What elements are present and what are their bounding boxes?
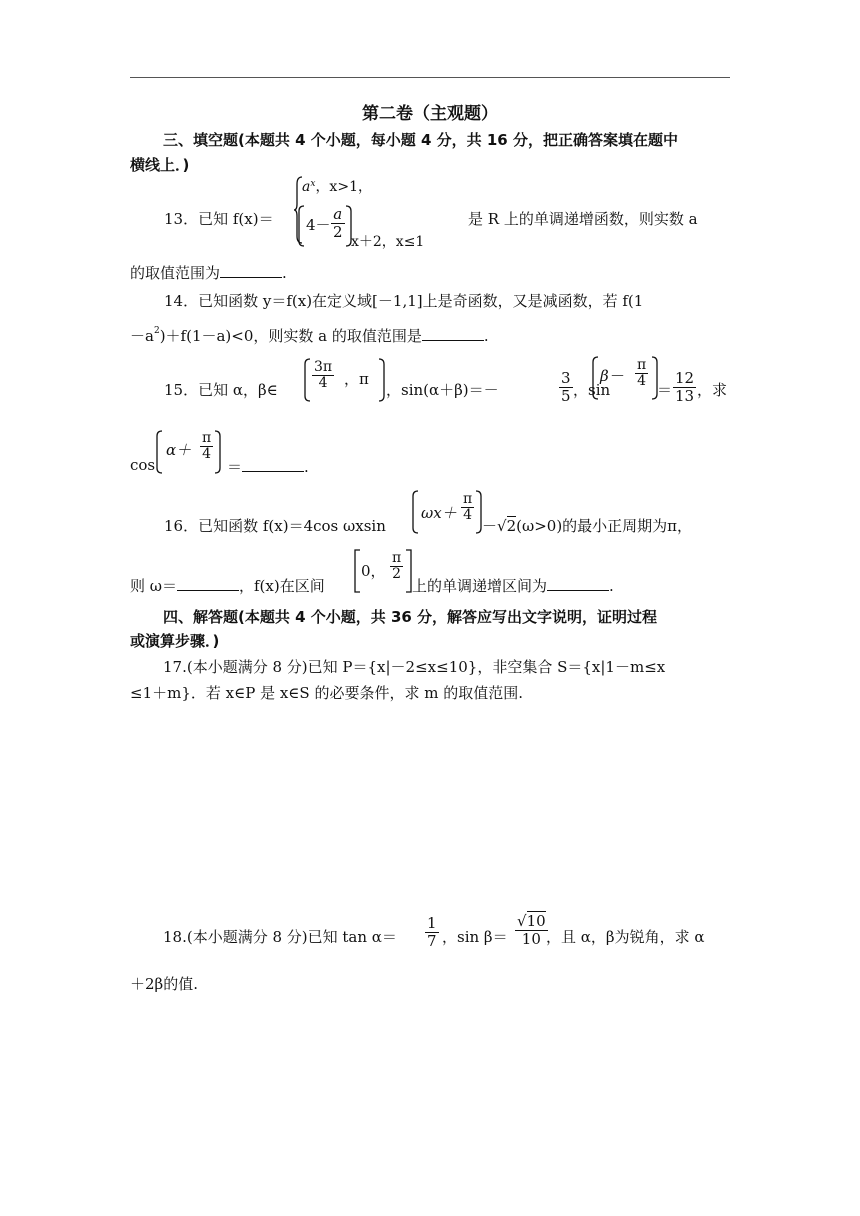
section4-heading-line1: 四、解答题(本题共 4 个小题，共 36 分，解答应写出文字说明，证明过程 — [163, 608, 658, 626]
sqrt-icon: √ — [497, 517, 507, 535]
q17-line1: 17.(本小题满分 8 分)已知 P＝{x|－2≤x≤10}，非空集合 S＝{x|1－m≤x — [163, 658, 666, 676]
q18-mid: ，sin β＝ — [442, 928, 508, 946]
q18-frac1: $\frac{1}{7}$ — [427, 914, 437, 950]
answer-blank[interactable] — [547, 577, 609, 591]
sqrt-icon: √ — [517, 912, 527, 930]
q15-line2-tail: ＝ . — [227, 458, 309, 476]
q16-line2-a: 则 ω＝ ，f(x)在区间 — [130, 577, 325, 595]
answer-blank[interactable] — [220, 264, 282, 278]
q16-frac: $\frac{\pi}{4}$ — [463, 491, 473, 524]
q16-inner: ωx＋ — [421, 504, 457, 522]
q15-cos: cos — [130, 456, 156, 474]
q18-frac2: $\frac{√10}{10}$ — [517, 912, 546, 948]
answer-blank[interactable] — [422, 327, 484, 341]
q16-int-frac: $\frac{\pi}{2}$ — [392, 550, 402, 583]
q13-after: 是 R 上的单调递增函数，则实数 a — [468, 210, 698, 228]
q15-end: ，求 — [697, 381, 728, 399]
q14-line1: 14．已知函数 y＝f(x)在定义域[－1,1]上是奇函数，又是减函数，若 f(1 — [164, 292, 644, 310]
page-title: 第二卷（主观题） — [362, 104, 498, 124]
section3-heading-line2: 横线上．) — [130, 156, 190, 174]
q13-lead: 13．已知 f(x)＝ — [164, 210, 274, 228]
q13-case2-tail: x＋2，x≤1 — [351, 234, 425, 250]
q15-frac1: $\frac{3}{5}$ — [561, 369, 571, 405]
q18-line2: ＋2β的值. — [130, 975, 198, 993]
q14-line2: $-a^2)+f(1-a)<0$，则实数 a 的取值范围是 . — [130, 326, 489, 345]
section4-heading-line2: 或演算步骤．) — [130, 632, 220, 650]
section3-heading-line1: 三、填空题(本题共 4 个小题，每小题 4 分，共 16 分，把正确答案填在题中 — [163, 131, 678, 149]
q13-case1: $a^x$，x>1， — [302, 179, 372, 195]
left-paren-icon — [592, 356, 600, 400]
q15-interval-tail: ，π — [344, 370, 369, 388]
answer-blank[interactable] — [177, 577, 239, 591]
q18-lead: 18.(本小题满分 8 分)已知 tan α＝ — [163, 928, 397, 946]
right-paren-icon — [474, 490, 482, 534]
q15-frac4: $\frac{\pi}{4}$ — [202, 430, 212, 463]
left-paren-icon — [156, 430, 164, 474]
q15-alpha: α＋ — [166, 441, 192, 459]
right-bracket-icon — [404, 549, 412, 593]
q16-lead: 16．已知函数 f(x)＝4cos ωxsin — [164, 517, 386, 535]
q15-lead: 15．已知 α，β∈ — [164, 381, 278, 399]
q15-beta: β－ — [600, 367, 624, 385]
header-rule — [130, 77, 730, 78]
q13-case2-a: 4－ — [306, 216, 331, 234]
q16-int-a: 0， — [361, 562, 386, 580]
left-paren-icon — [412, 490, 420, 534]
right-paren-icon — [213, 430, 221, 474]
q15-eq: ＝ — [657, 381, 673, 399]
q16-line2-c: 上的单调递增区间为 . — [412, 577, 614, 595]
q13-line2: 的取值范围为 . — [130, 264, 287, 282]
q15-interval-frac: $\frac{3\pi}{4}$ — [314, 359, 333, 392]
q15-frac3: $\frac{12}{13}$ — [675, 369, 695, 405]
q15-frac2: $\frac{\pi}{4}$ — [637, 357, 647, 390]
q15-mid2: ，sin — [573, 381, 611, 399]
answer-blank[interactable] — [242, 458, 304, 472]
left-paren-icon — [298, 205, 306, 247]
q13-case2-frac: $\frac{a}{2}$ — [333, 205, 343, 241]
q16-tail: －√2(ω>0)的最小正周期为π， — [482, 517, 693, 535]
q18-tail: ，且 α，β为锐角，求 α — [546, 928, 705, 946]
q15-mid1: ，sin(α＋β)＝－ — [386, 381, 499, 399]
q17-line2: ≤1＋m}．若 x∈P 是 x∈S 的必要条件，求 m 的取值范围. — [130, 684, 523, 702]
right-paren-icon — [377, 358, 385, 402]
